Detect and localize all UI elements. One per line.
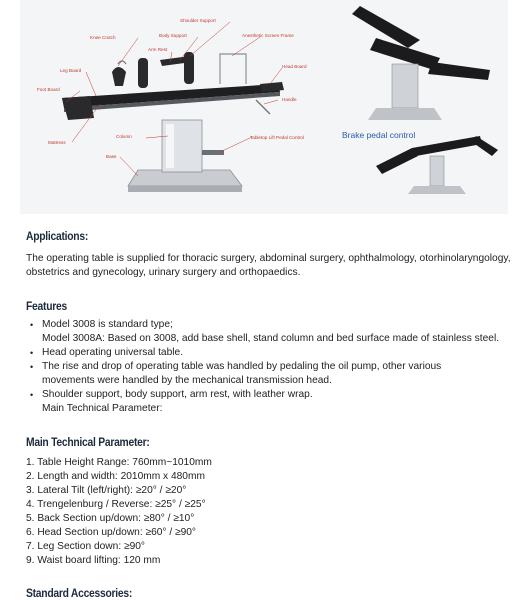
feature-item: Shoulder support, body support, arm rest, with leather wrap. [42,389,313,400]
parameter-item: 6. Head Section up/down: ≥60° / ≥90° [26,527,196,538]
parameters-heading: Main Technical Parameter: [26,435,150,449]
parameter-item: 5. Back Section up/down: ≥80° / ≥10° [26,513,195,524]
table-photo-top [352,6,490,120]
parameter-item: 4. Trengelenburg / Reverse: ≥25° / ≥25° [26,499,206,510]
parameter-item: 1. Table Height Range: 760mm~1010mm [26,457,212,468]
feature-item: Model 3008 is standard type; [42,319,173,330]
label-shoulder-support: Shoulder Support [180,18,216,23]
feature-item: Head operating universal table. [42,347,184,358]
label-tabletop-lift-pedal-control: Tabletop Lift Pedal Control [250,135,304,140]
label-handle: Handle [282,97,297,102]
label-knee-crutch: Knee Crutch [90,35,116,40]
applications-heading: Applications: [26,229,89,243]
label-base: Base [106,154,117,159]
label-head-board: Head Board [282,64,307,69]
bullet-icon: • [30,320,34,330]
accessories-heading: Standard Accessories: [26,586,133,600]
feature-item: The rise and drop of operating table was handled by pedaling the oil pump, other various [42,361,442,372]
parameter-item: 2. Length and width: 2010mm x 480mm [26,471,205,482]
parameter-item: 7. Leg Section down: ≥90° [26,541,145,552]
label-mattress: Mattress [48,140,66,145]
features-heading: Features [26,299,67,313]
brake-pedal-caption: Brake pedal control [342,130,416,140]
label-leg-board: Leg Board [60,68,82,73]
label-arm-rest: Arm Rest [148,47,168,52]
applications-text: The operating table is supplied for thoracic surgery, abdominal surgery, ophthalmology, otorhinolaryngology, obstetrics and gynecology, urinary surgery and orthopaedics. [26,253,511,278]
table-photo-bottom [376,136,498,194]
label-column: Column [116,134,132,139]
parameter-item: 3. Lateral Tilt (left/right): ≥20° / ≥20° [26,485,187,496]
feature-item: Main Technical Parameter: [42,403,163,414]
feature-item: movements were handled by the mechanical transmission head. [42,375,332,386]
bullet-icon: • [30,390,34,400]
label-anesthetic-screen-frame: Anesthetic Screen Frame [242,33,294,38]
parameter-item: 9. Waist board lifting: 120 mm [26,555,161,566]
bullet-icon: • [30,362,34,372]
main-table-drawing [62,52,284,192]
label-body-support: Body Support [159,33,187,38]
product-figure-panel [20,0,508,214]
label-foot-board: Foot Board [37,87,60,92]
feature-item: Model 3008A: Based on 3008, add base shell, stand column and bed surface made of stainless steel. [42,333,500,344]
bullet-icon: • [30,348,34,358]
